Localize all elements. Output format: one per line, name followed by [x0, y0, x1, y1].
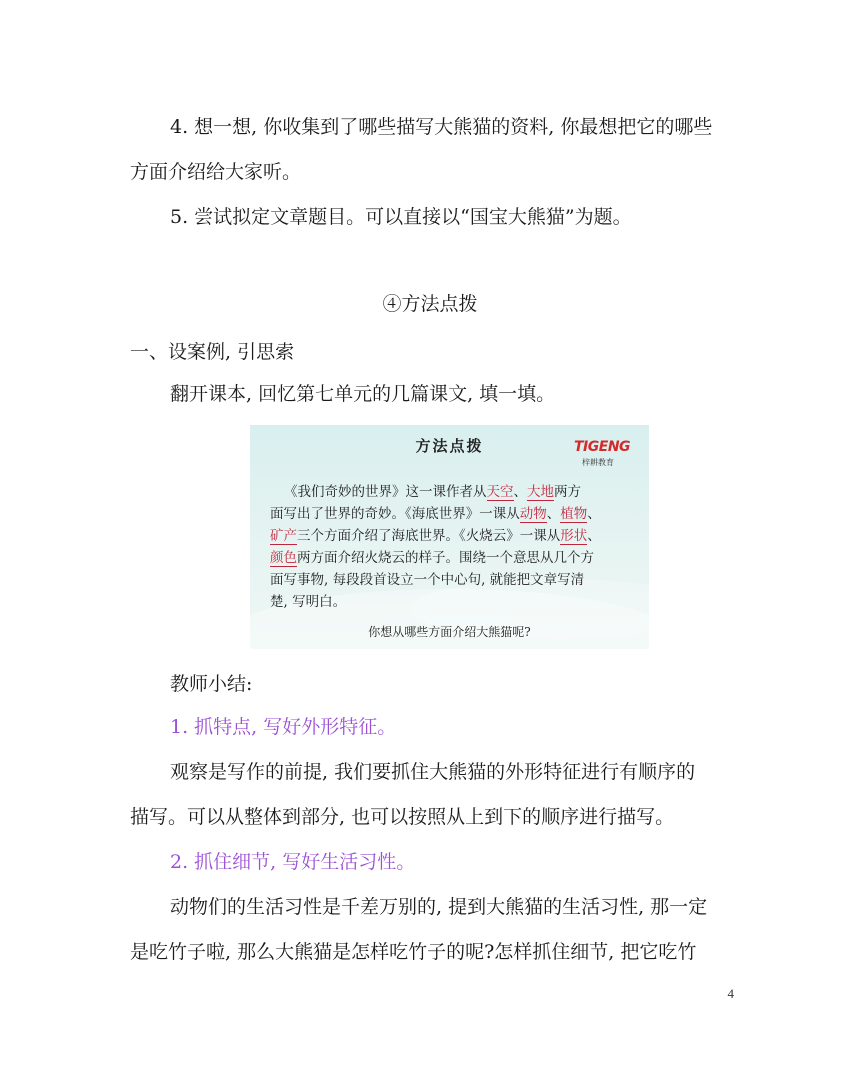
q4-line2: 方面介绍给大家听。	[130, 161, 302, 183]
highlight-answer: 大地	[527, 484, 554, 500]
point1-title: 1. 抓特点, 写好外形特征。	[170, 716, 397, 738]
slide-text: 、	[587, 528, 601, 544]
slide-title: 方法点拨	[415, 437, 484, 455]
logo-subtitle: 梓耕教育	[582, 458, 614, 467]
slide-line-6: 楚, 写明白。	[270, 594, 347, 610]
highlight-answer: 矿产	[270, 528, 297, 544]
highlight-answer: 颜色	[270, 550, 297, 566]
slide-text: 《我们奇妙的世界》这一课作者从	[284, 484, 487, 500]
slide-line-4	[270, 547, 594, 569]
slide-text: 、	[546, 506, 561, 522]
slide-question: 你想从哪些方面介绍大熊猫呢?	[368, 625, 531, 639]
highlight-answer: 动物	[519, 506, 547, 522]
slide-text: 三个方面介绍了海底世界。《火烧云》一课从	[297, 528, 561, 544]
highlight-answer: 植物	[560, 506, 588, 522]
slide-line-5: 面写事物, 每段段首设立一个中心句, 就能把文章写清	[270, 572, 585, 588]
slide-text: 两方面介绍火烧云的样子。围绕一个意思从几个方	[297, 550, 594, 566]
slide-text: 面写出了世界的奇妙。《海底世界》一课从	[270, 506, 520, 522]
slide-line-1	[284, 481, 581, 503]
slide-text: 两方	[554, 484, 581, 500]
summary-label: 教师小结:	[170, 673, 253, 695]
point2-line2: 是吃竹子啦, 那么大熊猫是怎样吃竹子的呢?怎样抓住细节, 把它吃竹	[130, 941, 697, 963]
slide-line-2	[270, 503, 601, 525]
point2-title: 2. 抓住细节, 写好生活习性。	[170, 851, 416, 873]
method-slide-image	[250, 425, 649, 649]
logo-brand: TIGENG	[574, 439, 631, 455]
slide-text: 、	[587, 506, 601, 522]
point1-line1: 观察是写作的前提, 我们要抓住大熊猫的外形特征进行有顺序的	[170, 761, 696, 783]
page-number: 4	[727, 986, 734, 1001]
q4-line1: 4. 想一想, 你收集到了哪些描写大熊猫的资料, 你最想把它的哪些	[170, 116, 713, 138]
part1-heading: 一、设案例, 引思索	[130, 341, 295, 363]
point2-line1: 动物们的生活习性是千差万别的, 提到大熊猫的生活习性, 那一定	[170, 896, 708, 918]
section-title: ④方法点拨	[382, 293, 478, 315]
slide-text: 、	[513, 484, 527, 500]
q5-line: 5. 尝试拟定文章题目。可以直接以“国宝大熊猫”为题。	[170, 206, 632, 228]
point1-line2: 描写。可以从整体到部分, 也可以按照从上到下的顺序进行描写。	[130, 806, 675, 828]
highlight-answer: 形状	[560, 528, 588, 544]
highlight-answer: 天空	[486, 484, 514, 500]
slide-line-3	[270, 525, 601, 547]
tigeng-logo	[574, 439, 630, 469]
part1-instruction: 翻开课本, 回忆第七单元的几篇课文, 填一填。	[170, 383, 556, 405]
